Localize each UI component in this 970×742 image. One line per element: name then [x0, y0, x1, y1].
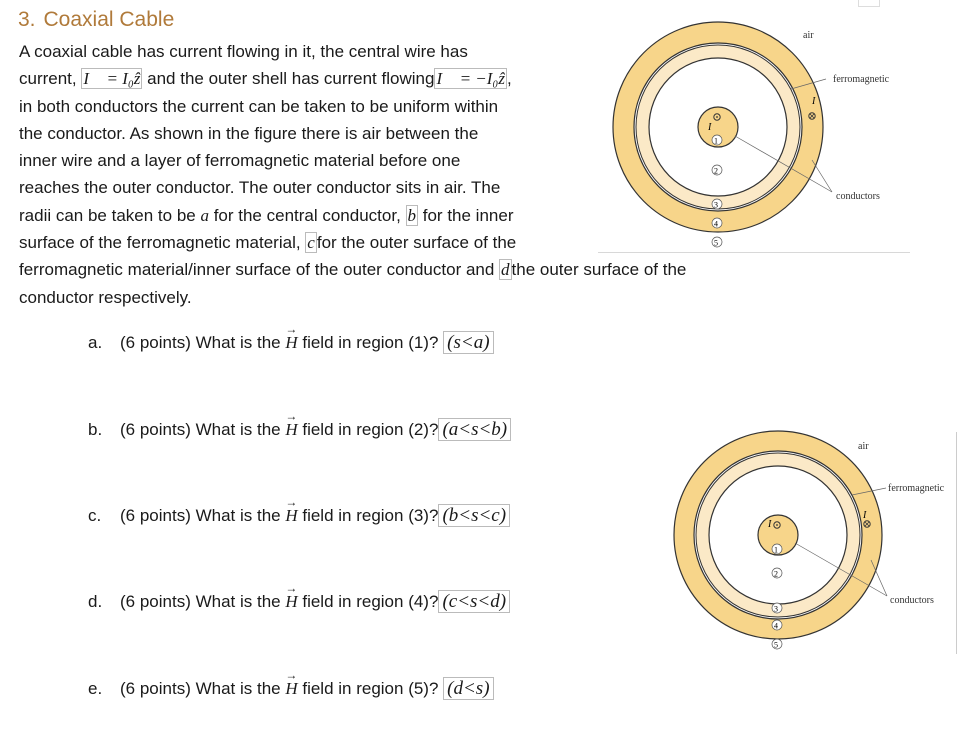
region-range: (c<s<d) — [438, 590, 510, 613]
intro-line: in both conductors the current can be taken to be uniform within — [19, 96, 499, 116]
region-range: (s<a) — [443, 331, 493, 354]
question-c: c. (6 points) What is the → H field in region (3)? (b<s<c) — [88, 505, 510, 527]
h-field-symbol: → H — [285, 679, 297, 698]
question-letter: c. — [88, 506, 102, 525]
svg-text:5: 5 — [774, 640, 778, 650]
var-a: a — [200, 205, 209, 225]
intro-line: the conductor. As shown in the figure there is air between the — [19, 123, 479, 143]
coax-figure-bottom — [665, 430, 965, 660]
region-5-marker — [772, 639, 782, 650]
page-corner-mark — [858, 0, 880, 7]
h-field-symbol: → H — [285, 333, 297, 352]
region-3-marker — [772, 603, 782, 614]
current-label-outer: I — [812, 96, 816, 107]
svg-text:3: 3 — [774, 604, 778, 614]
section-title: Coaxial Cable — [43, 8, 175, 31]
region-4-marker — [712, 218, 722, 229]
question-letter: a. — [88, 333, 103, 352]
h-field-symbol: → H — [285, 592, 297, 611]
question-a: a. (6 points) What is the → H field in region (1)? (s<a) — [88, 332, 494, 354]
current-label-outer: I — [863, 510, 867, 521]
region-3-marker — [712, 199, 722, 210]
var-b: b — [407, 205, 417, 225]
current-label-inner: I — [768, 519, 772, 530]
section-number: 3. — [18, 8, 36, 31]
air-label: air — [803, 30, 814, 41]
intro-line: surface of the ferromagnetic material, c for the outer surface of the — [19, 233, 517, 253]
h-field-symbol: → H — [285, 420, 297, 439]
coax-figure-top — [600, 20, 920, 255]
svg-text:2: 2 — [774, 569, 778, 579]
outer-current-equation: I⃗ = −I₀ẑ — [436, 69, 505, 89]
region-2-marker — [772, 568, 782, 579]
ferromagnetic-label: ferromagnetic — [888, 483, 945, 494]
intro-line: conductor respectively. — [19, 287, 192, 307]
var-c: c — [307, 233, 315, 253]
intro-line: reaches the outer conductor. The outer conductor sits in air. The — [19, 178, 501, 198]
inner-current-equation: I⃗ = I₀ẑ — [83, 69, 141, 89]
conductor-leader-line-outer — [812, 160, 832, 192]
region-range: (a<s<b) — [438, 418, 511, 441]
region-1-marker — [712, 135, 722, 146]
region-1-marker — [772, 544, 782, 555]
question-letter: e. — [88, 679, 103, 698]
conductors-label: conductors — [836, 191, 880, 202]
question-letter: b. — [88, 420, 103, 439]
question-d: d. (6 points) What is the → H field in region (4)? (c<s<d) — [88, 591, 510, 613]
svg-text:4: 4 — [774, 621, 778, 631]
region-2-marker — [712, 165, 722, 176]
region-5-marker — [712, 237, 722, 248]
h-field-symbol: → H — [285, 506, 297, 525]
svg-text:4: 4 — [714, 219, 718, 229]
question-letter: d. — [88, 592, 103, 611]
svg-text:3: 3 — [714, 200, 718, 210]
region-range: (d<s) — [443, 677, 493, 700]
air-label: air — [858, 441, 869, 452]
ferromagnetic-label: ferromagnetic — [833, 74, 890, 85]
intro-line: radii can be taken to be a for the central conductor, b for the inner — [19, 205, 514, 225]
svg-text:1: 1 — [714, 136, 718, 146]
conductors-label: conductors — [890, 595, 934, 606]
svg-text:2: 2 — [714, 166, 718, 176]
question-b: b. (6 points) What is the → H field in region (2)? (a<s<b) — [88, 419, 511, 441]
current-label-inner: I — [708, 122, 712, 133]
intro-line: A coaxial cable has current flowing in it, the central wire has — [19, 42, 468, 61]
svg-text:5: 5 — [714, 238, 718, 248]
intro-line: inner wire and a layer of ferromagnetic material before one — [19, 151, 461, 171]
intro-line: ferromagnetic material/inner surface of the outer conductor and d the outer surface of the — [19, 260, 687, 280]
section-heading — [18, 8, 174, 32]
region-range: (b<s<c) — [438, 504, 510, 527]
var-d: d — [501, 260, 510, 280]
intro-line: current, I⃗ = I₀ẑ and the outer shell has current flowing I⃗ = −I₀ẑ , — [19, 69, 512, 89]
region-4-marker — [772, 620, 782, 631]
question-e: e. (6 points) What is the → H field in region (5)? (d<s) — [88, 678, 494, 700]
conductor-leader-line-outer — [871, 560, 887, 596]
svg-text:1: 1 — [774, 545, 778, 555]
